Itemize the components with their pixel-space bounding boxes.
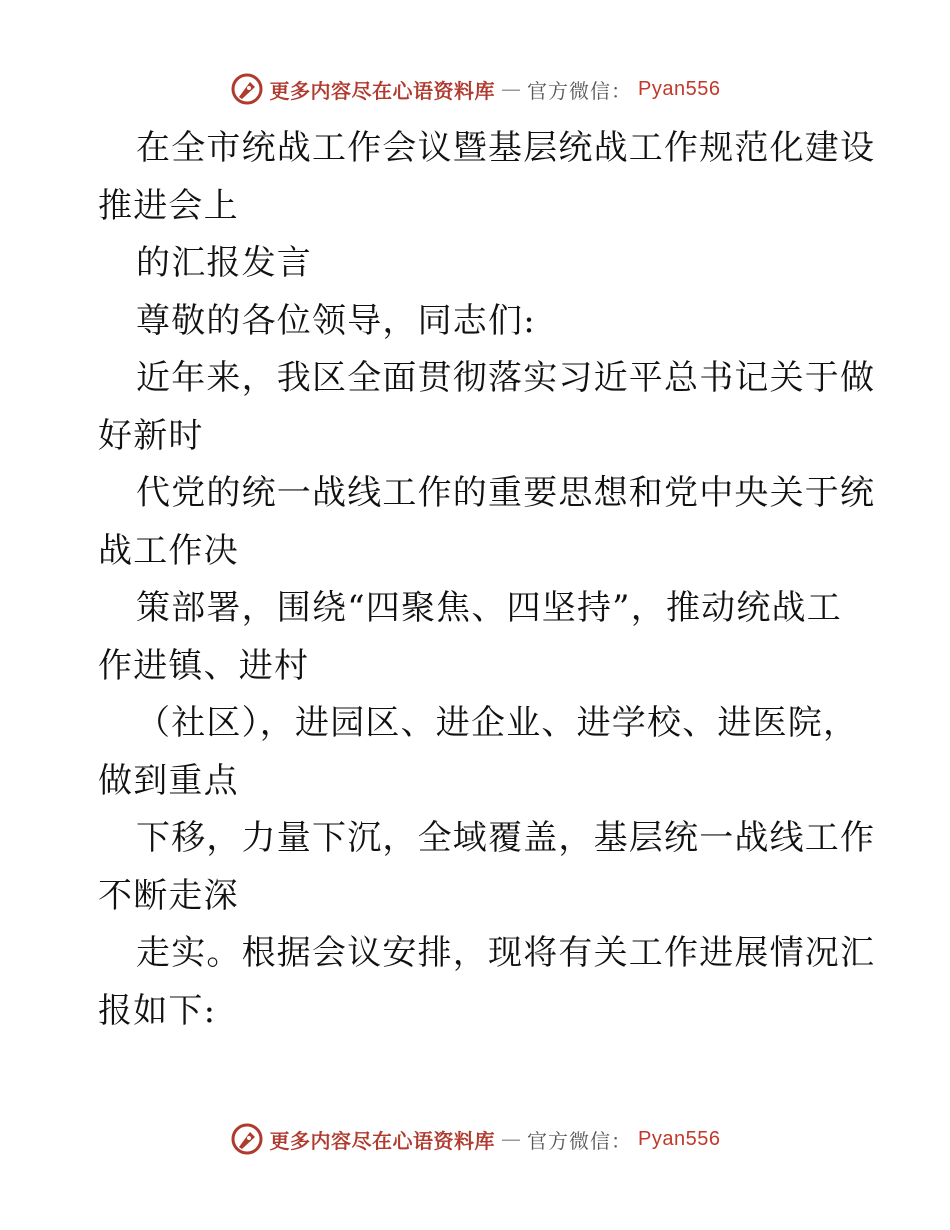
watermark-brand-text: 更多内容尽在心语资料库 bbox=[269, 1128, 496, 1153]
pen-nib-logo-icon bbox=[230, 1122, 264, 1156]
title-line-1: 在全市统战工作会议暨基层统战工作规范化建设 bbox=[136, 128, 876, 168]
paragraph-line: 下移，力量下沉，全域覆盖，基层统一战线工作 bbox=[136, 818, 876, 858]
paragraph-line: 报如下: bbox=[98, 990, 217, 1031]
watermark-brand-text: 更多内容尽在心语资料库 bbox=[269, 78, 496, 103]
paragraph-line: 好新时 bbox=[98, 415, 204, 456]
paragraph-line: 策部署，围绕“四聚焦、四坚持”，推动统战工 bbox=[136, 588, 842, 628]
paragraph-line: 做到重点 bbox=[98, 760, 239, 801]
footer-watermark bbox=[0, 1122, 950, 1156]
paragraph-line: 作进镇、进村 bbox=[98, 645, 310, 686]
paragraph-line: 不断走深 bbox=[98, 875, 239, 916]
paragraph-line: 近年来，我区全面贯彻落实习近平总书记关于做 bbox=[136, 358, 876, 398]
watermark-separator: — bbox=[501, 77, 522, 101]
paragraph-line: 代党的统一战线工作的重要思想和党中央关于统 bbox=[136, 473, 876, 513]
watermark-wechat-label: 官方微信： bbox=[527, 1128, 633, 1153]
salutation: 尊敬的各位领导，同志们: bbox=[136, 300, 536, 341]
title-line-2: 推进会上 bbox=[98, 185, 239, 226]
header-watermark bbox=[0, 72, 950, 106]
watermark-wechat-id: Pyan556 bbox=[638, 77, 721, 100]
watermark-wechat-id: Pyan556 bbox=[638, 1127, 721, 1150]
paragraph-line: 战工作决 bbox=[98, 530, 239, 571]
paragraph-line: （社区），进园区、进企业、进学校、进医院， bbox=[136, 703, 859, 743]
title-line-3: 的汇报发言 bbox=[136, 243, 312, 283]
watermark-wechat-label: 官方微信： bbox=[527, 78, 633, 103]
document-body bbox=[98, 120, 876, 1040]
pen-nib-logo-icon bbox=[230, 72, 264, 106]
watermark-separator: — bbox=[501, 1127, 522, 1151]
paragraph-line: 走实。根据会议安排，现将有关工作进展情况汇 bbox=[136, 933, 876, 973]
